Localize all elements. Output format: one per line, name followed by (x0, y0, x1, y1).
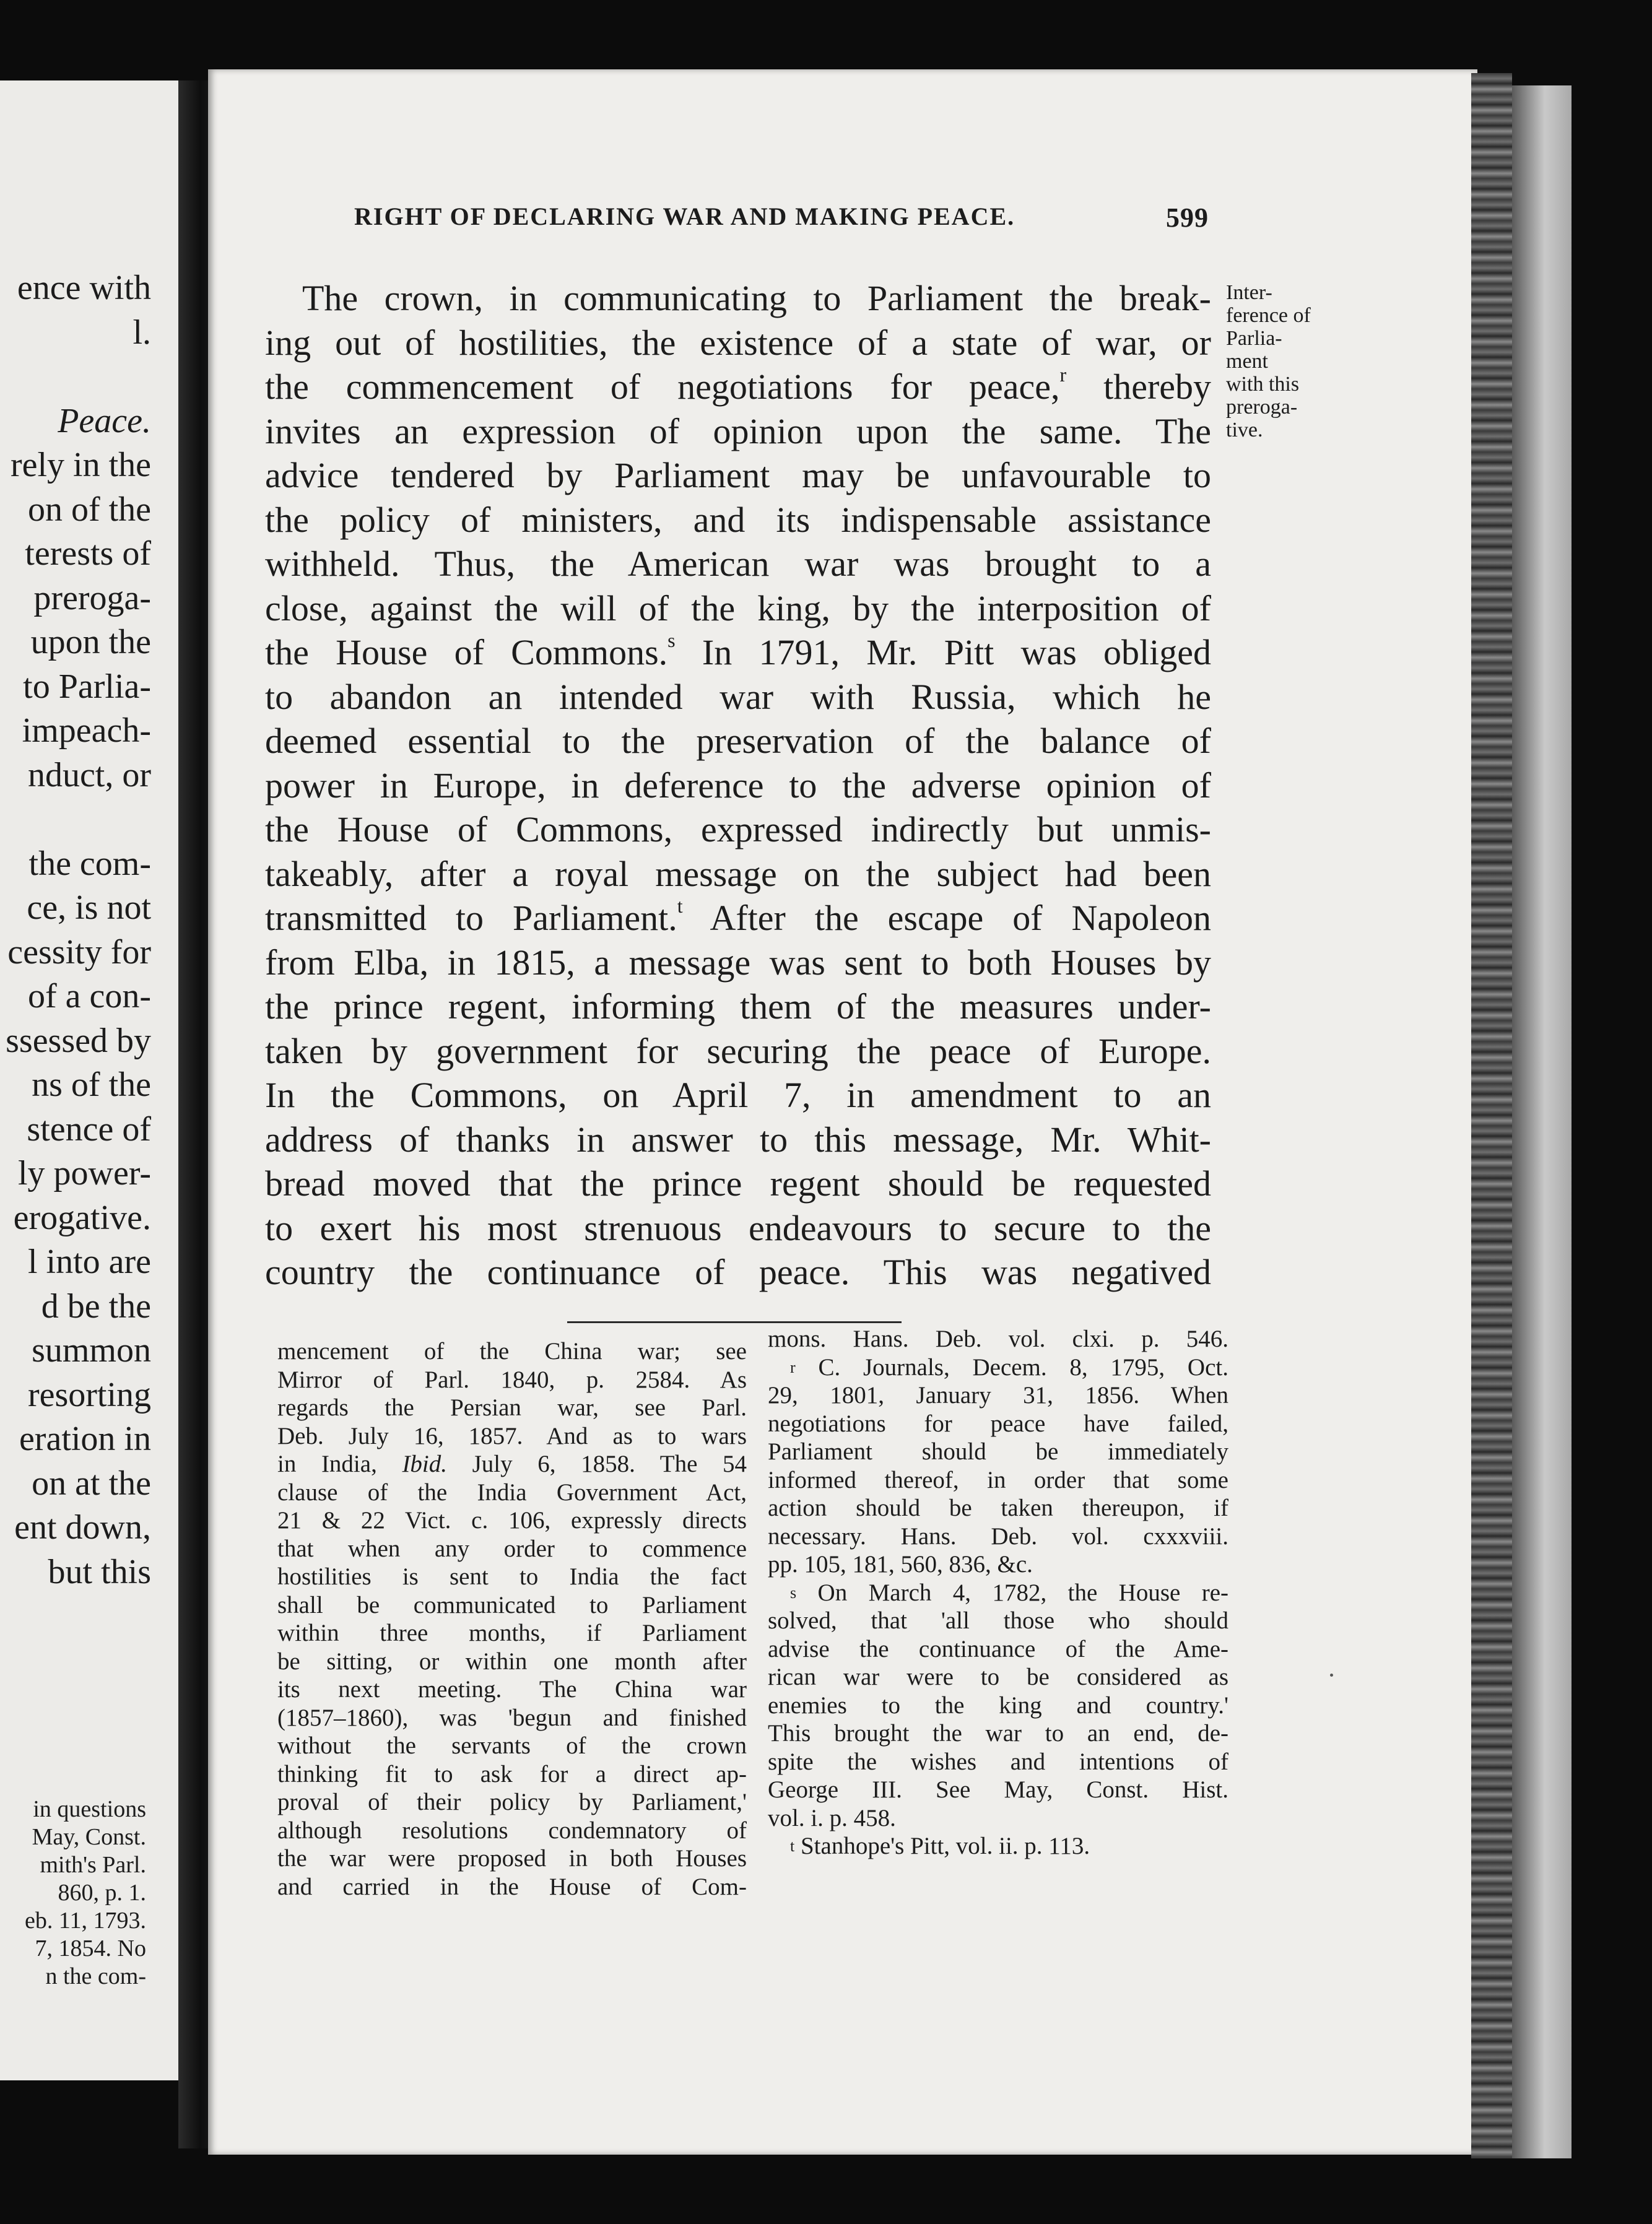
body-line: ing out of hostilities, the existence of a state of war, or (265, 322, 1211, 363)
body-line: In the Commons, on April 7, in amendment to an (265, 1075, 1211, 1115)
footnote-text-run: July 6, 1858. The 54 (447, 1451, 747, 1477)
left-line: d be the (41, 1287, 151, 1326)
footnote-line: without the servants of the crown (277, 1732, 747, 1759)
left-line: to Parlia- (23, 667, 151, 706)
footnote-divider (567, 1321, 902, 1323)
left-line: terests of (25, 534, 151, 573)
paper-speck (1330, 1674, 1333, 1677)
body-line: the prince regent, informing them of the measures under- (265, 986, 1211, 1027)
footnote-line: (1857–1860), was 'begun and finished (277, 1704, 747, 1731)
body-text-run: In 1791, Mr. Pitt was obliged (675, 632, 1212, 672)
left-line: but this (48, 1552, 151, 1591)
footnote-line: regards the Persian war, see Parl. (277, 1394, 747, 1421)
left-page-body-text (0, 266, 151, 1594)
body-line: the policy of ministers, and its indispensable assistance (265, 499, 1211, 540)
margin-note-line: Parlia- (1226, 327, 1282, 350)
left-line: nduct, or (27, 755, 151, 794)
left-line: l into are (27, 1243, 151, 1281)
body-text-run: the commencement of negotiations for peace, (265, 367, 1060, 407)
left-facing-page (0, 80, 183, 2080)
footnote-line: Deb. July 16, 1857. And as to wars (277, 1422, 747, 1449)
footnote-line: informed thereof, in order that some (768, 1466, 1228, 1493)
left-note-line: 7, 1854. No (35, 1935, 146, 1961)
left-line: ence with (17, 269, 151, 307)
footnote-line: be sitting, or within one month after (277, 1648, 747, 1675)
footnote-line: mons. Hans. Deb. vol. clxi. p. 546. (768, 1326, 1228, 1352)
running-head (354, 202, 1209, 231)
footnote-s (768, 1579, 1228, 1607)
footnote-line: within three months, if Parliament (277, 1620, 747, 1646)
body-line: to abandon an intended war with Russia, which he (265, 676, 1211, 717)
footnote-line: advise the continuance of the Ame- (768, 1635, 1228, 1662)
body-line: invites an expression of opinion upon the same. The (265, 410, 1211, 451)
footnote-line: solved, that 'all those who should (768, 1607, 1228, 1634)
left-note-line: in questions (33, 1796, 146, 1822)
running-head-title: RIGHT OF DECLARING WAR AND MAKING PEACE. (354, 202, 1015, 230)
ibid-italic: Ibid. (402, 1451, 448, 1477)
body-line: takeably, after a royal message on the subject had been (265, 853, 1211, 894)
footnote-line: its next meeting. The China war (277, 1676, 747, 1703)
footnote-line: shall be communicated to Parliament (277, 1591, 747, 1618)
footnote-mark-r: r (790, 1358, 796, 1376)
footnote-line: proval of their policy by Parliament,' (277, 1789, 747, 1815)
margin-note-line: tive. (1226, 419, 1263, 441)
footnote-line: spite the wishes and intentions of (768, 1748, 1228, 1775)
left-note-line: n the com- (45, 1963, 146, 1989)
left-line: ly power- (17, 1154, 151, 1192)
footnote-line: 29, 1801, January 31, 1856. When (768, 1382, 1228, 1409)
body-text-run: the House of Commons. (265, 632, 668, 672)
left-line: stence of (27, 1110, 151, 1149)
left-line: upon the (30, 623, 151, 661)
body-line: deemed essential to the preservation of the balance of (265, 721, 1211, 761)
footnote-line: the war were proposed in both Houses (277, 1845, 747, 1872)
footnote-line: although resolutions condemnatory of (277, 1817, 747, 1844)
body-line: to exert his most strenuous endeavours to secure to the (265, 1207, 1211, 1248)
footnotes-left-column (277, 1337, 747, 1901)
footnote-line: enemies to the king and country.' (768, 1692, 1228, 1719)
margin-note-line: Inter- (1226, 281, 1272, 304)
body-line (265, 630, 1211, 675)
left-line: ce, is not (27, 888, 151, 927)
body-line: taken by government for securing the peace of Europe. (265, 1030, 1211, 1071)
margin-note-line: with this (1226, 373, 1300, 396)
page-stack-edge (1471, 73, 1512, 2158)
footnote-line: action should be taken thereupon, if (768, 1495, 1228, 1521)
left-line: eration in (19, 1420, 151, 1458)
footnote-line: This brought the war to an end, de- (768, 1720, 1228, 1747)
footnote-line: Parliament should be immediately (768, 1438, 1228, 1465)
book-cover-edge (1512, 85, 1572, 2158)
footnotes-right-column (768, 1325, 1228, 1861)
left-line (0, 797, 151, 842)
body-text-run: After the escape of Napoleon (682, 898, 1211, 938)
footnote-text-run: in India, (277, 1451, 402, 1477)
footnote-line: rican war were to be considered as (768, 1664, 1228, 1690)
left-line: on of the (27, 490, 151, 529)
left-line: ent down, (14, 1508, 151, 1547)
body-line: from Elba, in 1815, a message was sent to both Houses by (265, 942, 1211, 983)
footnote-ref-t: t (677, 895, 683, 917)
left-line: resorting (27, 1375, 151, 1414)
left-line: impeach- (22, 711, 151, 750)
footnote-text-run: On March 4, 1782, the House re- (817, 1579, 1228, 1606)
left-line: rely in the (10, 446, 151, 484)
left-line: the com- (28, 844, 151, 883)
page-number: 599 (1166, 202, 1209, 233)
footnote-r (768, 1353, 1228, 1382)
left-page-footnotes (0, 1796, 146, 1991)
footnote-text-run: C. Journals, Decem. 8, 1795, Oct. (818, 1353, 1228, 1381)
left-note-line: 860, p. 1. (58, 1880, 146, 1906)
body-line: The crown, in communicating to Parliament the break- (302, 278, 1211, 318)
left-line: erogative. (13, 1198, 151, 1237)
footnote-mark-s: s (790, 1583, 797, 1602)
footnote-ref-r: r (1059, 363, 1067, 386)
body-line: the House of Commons, expressed indirectly but unmis- (265, 809, 1211, 849)
left-line: of a con- (27, 977, 151, 1015)
margin-note-line: ment (1226, 350, 1268, 373)
footnote-line: thinking fit to ask for a direct ap- (277, 1760, 747, 1787)
footnote-line (277, 1450, 747, 1479)
margin-note-line: preroga- (1226, 396, 1298, 419)
body-line: advice tendered by Parliament may be unfavourable to (265, 455, 1211, 495)
body-paragraph (265, 276, 1211, 1295)
footnote-line: 21 & 22 Vict. c. 106, expressly directs (277, 1507, 747, 1534)
body-line: close, against the will of the king, by the interposition of (265, 588, 1211, 628)
left-note-line: eb. 11, 1793. (25, 1908, 146, 1934)
footnote-line: necessary. Hans. Deb. vol. cxxxviii. (768, 1522, 1228, 1550)
footnote-t (768, 1832, 1228, 1861)
footnote-mark-t: t (790, 1837, 795, 1855)
left-line: l. (133, 313, 151, 352)
footnote-line: mencement of the China war; see (277, 1338, 747, 1365)
body-line (265, 365, 1211, 409)
footnote-line: hostilities is sent to India the fact (277, 1563, 747, 1590)
left-line: on at the (32, 1464, 151, 1503)
body-line: power in Europe, in deference to the adverse opinion of (265, 765, 1211, 806)
body-line: withheld. Thus, the American war was brought to a (265, 544, 1211, 584)
body-text-run: thereby (1066, 367, 1211, 407)
left-line: ssessed by (6, 1021, 151, 1060)
left-line: ns of the (32, 1066, 151, 1104)
footnote-line: vol. i. p. 458. (768, 1804, 896, 1831)
left-note-line: May, Const. (32, 1824, 146, 1850)
footnote-line: clause of the India Government Act, (277, 1479, 747, 1506)
footnote-line: Mirror of Parl. 1840, p. 2584. As (277, 1366, 747, 1393)
left-line: preroga- (33, 578, 151, 617)
body-line: country the continuance of peace. This was negatived (265, 1252, 1211, 1292)
left-line: Peace. (58, 401, 151, 440)
footnote-line: and carried in the House of Com- (277, 1873, 747, 1900)
footnote-text-run: Stanhope's Pitt, vol. ii. p. 113. (800, 1833, 1090, 1859)
footnote-line: negotiations for peace have failed, (768, 1410, 1228, 1437)
footnote-line: pp. 105, 181, 560, 836, &c. (768, 1551, 1033, 1578)
body-line: address of thanks in answer to this message, Mr. Whit- (265, 1119, 1211, 1160)
left-line (0, 355, 151, 399)
footnote-line: that when any order to commence (277, 1535, 747, 1562)
margin-note (1226, 281, 1350, 441)
left-note-line: mith's Parl. (40, 1852, 146, 1878)
body-line (265, 896, 1211, 940)
footnote-ref-s: s (667, 629, 676, 651)
left-line: summon (32, 1331, 151, 1370)
margin-note-line: ference of (1226, 304, 1311, 327)
footnote-line: George III. See May, Const. Hist. (768, 1776, 1228, 1803)
body-text-run: transmitted to Parliament. (265, 898, 677, 938)
left-line: cessity for (7, 932, 151, 971)
body-line: bread moved that the prince regent should be requested (265, 1163, 1211, 1204)
